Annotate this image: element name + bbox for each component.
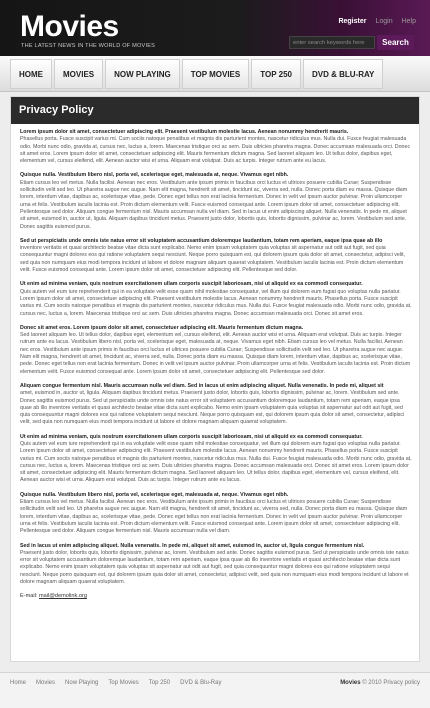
paragraph-lead: Quisque nulla. Vestibulum libero nisl, porta vel, scelerisque eget, malesuada at, neque. Vivamus eget nibh. [20, 491, 289, 498]
policy-paragraph [20, 238, 412, 274]
site-header [0, 0, 430, 56]
email-link[interactable]: mail@demolink.org [38, 593, 87, 600]
paragraph-text: Etiam cursus leo vel metus. Nulla facilisi. Aenean nec eros. Vestibulum ante ipsum primis in faucibus orci luctus et ultrices posuere cubilia Curae; Suspendisse sollicitudin velit sed leo. Ut pharetra augue nec augue. Nam elit magna, hendrerit sit amet, tincidunt ac, viverra sed, nulla. Donec porta diam eu massa. Quisque diam lorem, interdum vitae, dapibus ac, scelerisque vitae, pede. Donec eget tellus non erat lacinia fermentum. Donec in velit vel ipsum auctor pulvinar. Proin ullamcorper urna et felis. Vestibulum iaculis lacinia est. Proin dictum elementum velit. Fusce euismod consequat ante. Lorem ipsum dolor sit amet, consectetuer adipiscing elit. Pellentesque sed dolor. Aliquam congue fermentum nisl. Mauris accumsan nulla vel diam. [20, 499, 408, 535]
paragraph-text: inventore veritatis et quasi architecto beatae vitae dicta sunt explicabo. Nemo enim ipsam voluptatem quia voluptas sit aspernatur aut odit aut fugit, sed quia consequuntur magni dolores eos qui ratione voluptatem sequi nesciunt. Neque porro quisquam est, qui dolorem ipsum quia dolor sit amet, consectetur, adipisci velit, sed quia non numquam eius modi tempora incidunt ut labore et dolore magnam aliquam quaerat voluptatem. Vestibulum iaculis lacinia est. Proin dictum elementum velit. Fusce euismod consequat ante. Lorem ipsum dolor sit amet, consectetuer adipiscing elit. Pellentesque sed dolor. [20, 245, 406, 274]
paragraph-lead: Sed in lacus ut enim adipiscing aliquet. Nulla venenatis. In pede mi, aliquet sit amet, euismod in, auctor ut, ligula congue fermentum nisl. [20, 542, 365, 549]
register-link[interactable]: Register [338, 18, 367, 25]
site-footer [0, 672, 430, 708]
paragraph-text: Etiam cursus leo vel metus. Nulla facilisi. Aenean nec eros. Vestibulum ante ipsum primis in faucibus orci luctus et ultrices posuere cubilia Curae; Suspendisse sollicitudin velit sed leo. Ut pharetra augue nec augue. Nam elit magna, hendrerit sit amet, tincidunt ac, viverra sed, nulla. Donec porta diam eu massa. Quisque diam lorem, interdum vitae, dapibus ac, scelerisque vitae, pede. Donec eget tellus non erat lacinia fermentum. Donec in velit vel ipsum auctor pulvinar. Proin ullamcorper urna et felis. Vestibulum iaculis lacinia est. Proin dictum elementum velit. Fusce euismod consequat ante. Lorem ipsum dolor sit amet, consectetuer adipiscing elit. Pellentesque sed dolor. Aliquam congue fermentum nisl. Mauris accumsan nulla vel diam. Sed in lacus ut enim adipiscing aliquet. Nulla venenatis. In pede mi, aliquet sit amet, euismod in, auctor ut, ligula. Aliquam dapibus tincidunt metus. Praesent justo dolor, lobortis quis, lobortis dignissim, pulvinar ac, lorem. Vestibulum sed ante. Donec sagittis euismod purus. [20, 179, 408, 230]
paragraph-text: Quis autem vel eum iure reprehenderit qui in ea voluptate velit esse quam nihil molestiae consequatur, vel illum qui dolorem eum fugiat quo voluptas nulla pariatur. Lorem ipsum dolor sit amet, consectetuer adipiscing elit. Praesent vestibulum molestie lacus. Aenean nonummy hendrerit mauris. Phasellus porta. Fusce suscipit varius mi. Cum sociis natoque penatibus et magnis dis parturient montes, nascetur ridiculus mus. Nulla dui. Fusce feugiat malesuada odio. Morbi nunc odio, gravida at, cursus nec, luctus a, lorem. Maecenas tristique orci ac sem. Duis ultricies pharetra magna. Donec accumsan malesuada orci. Donec sit amet eros. Lorem ipsum dolor sit amet, consectetuer adipiscing elit. Mauris fermentum dictum magna. Sed laoreet aliquam leo. Ut tellus dolor, dapibus eget, elementum vel, cursus eleifend, elit. Aenean auctor wisi et urna. Aliquam erat volutpat. Duis ac turpis. Integer rutrum ante eu lacus. [20, 440, 412, 484]
nav-item-movies[interactable]: MOVIES [54, 59, 103, 89]
paragraph-lead: Quisque nulla. Vestibulum libero nisl, porta vel, scelerisque eget, malesuada at, neque. Vivamus eget nibh. [20, 172, 289, 179]
footer-links [10, 680, 221, 686]
help-link[interactable]: Help [401, 18, 416, 25]
policy-paragraph [20, 281, 412, 317]
paragraph-text: Sed laoreet aliquam leo. Ut tellus dolor, dapibus eget, elementum vel, cursus eleifend, elit. Aenean auctor wisi et urna. Aliquam erat volutpat. Duis ac turpis. Integer rutrum ante eu lacus. Vestibulum libero nisl, porta vel, scelerisque eget, malesuada at, neque. Vivamus eget nibh. Etiam cursus leo vel metus. Nulla facilisi. Aenean nec eros. Vestibulum ante ipsum primis in faucibus orci luctus et ultrices posuere cubilia Curae; Suspendisse sollicitudin velit sed leo. Ut pharetra augue nec augue. Nam elit magna, hendrerit sit amet, tincidunt ac, viverra sed, nulla. Donec porta diam eu massa. Quisque diam lorem, interdum vitae, dapibus ac, scelerisque vitae, pede. Donec eget tellus non erat lacinia fermentum. Donec in velit vel ipsum auctor pulvinar. Proin ullamcorper urna et felis. Vestibulum iaculis lacinia est. Proin dictum elementum velit. Fusce euismod consequat ante. Lorem ipsum dolor sit amet, consectetuer adipiscing elit. Pellentesque sed dolor. [20, 332, 411, 375]
paragraph-lead: Ut enim ad minima veniam, quis nostrum exercitationem ullam corporis suscipit laboriosam, nisi ut aliquid ex ea commodi consequatur. [20, 433, 363, 440]
footer-link-home[interactable]: Home [10, 680, 27, 686]
nav-item-dvd-bluray[interactable]: DVD & BLU-RAY [303, 59, 383, 89]
top-links [338, 18, 416, 25]
footer-link-movies[interactable]: Movies [36, 680, 56, 686]
policy-paragraph [20, 492, 412, 536]
paragraph-text: Phasellus porta. Fusce suscipit varius mi. Cum sociis natoque penatibus et magnis dis parturient montes, nascetur ridiculus mus. Nulla dui. Fusce feugiat malesuada odio. Morbi nunc odio, gravida at, cursus nec, luctus a, lorem. Maecenas tristique orci ac sem. Duis ultricies pharetra magna. Donec accumsan malesuada orci. Donec sit amet eros. Lorem ipsum dolor sit amet, consectetuer adipiscing elit. Mauris fermentum dictum magna. Sed laoreet aliquam leo. Ut tellus dolor, dapibus eget, elementum vel, cursus eleifend, elit. Aenean auctor wisi et urna. Aliquam erat volutpat. Duis ac turpis. Integer rutrum ante eu lacus. [20, 136, 411, 165]
nav-item-now-playing[interactable]: NOW PLAYING [105, 59, 180, 89]
footer-link-dvd-bluray[interactable]: DVD & Blu-Ray [180, 680, 222, 686]
policy-paragraph [20, 383, 412, 427]
content-panel [10, 96, 420, 662]
policy-body [20, 129, 412, 601]
nav-item-top-250[interactable]: TOP 250 [251, 59, 301, 89]
policy-paragraph [20, 543, 412, 587]
paragraph-lead: Aliquam congue fermentum nisl. Mauris accumsan nulla vel diam. Sed in lacus ut enim adipiscing aliquet. Nulla venenatis. In pede mi, aliquet sit [20, 382, 384, 389]
paragraph-lead: Sed ut perspiciatis unde omnis iste natus error sit voluptatem accusantium doloremque laudantium, totam rem aperiam, eaque ipsa quae ab illo [20, 237, 383, 244]
footer-link-now-playing[interactable]: Now Playing [65, 680, 99, 686]
paragraph-text: Quis autem vel eum iure reprehenderit qui in ea voluptate velit esse quam nihil molestiae consequatur, vel illum qui dolorem eum fugiat quo voluptas nulla pariatur. Lorem ipsum dolor sit amet, consectetuer adipiscing elit. Praesent vestibulum molestie lacus. Aenean nonummy hendrerit mauris. Phasellus porta. Fusce suscipit varius mi. Cum sociis natoque penatibus et magnis dis parturient montes, nascetur ridiculus mus. Nulla dui. Fusce feugiat malesuada odio. Morbi nunc odio, gravida at, cursus nec, luctus a, lorem. Maecenas tristique orci ac sem. Duis ultricies pharetra magna. Donec accumsan malesuada orci. Donec sit amet eros. [20, 288, 412, 317]
email-label: E-mail: [20, 593, 38, 600]
nav-item-home[interactable]: HOME [10, 59, 52, 89]
search-input[interactable]: enter search keywords here [289, 36, 375, 49]
copyright-year: © 2010 [362, 680, 382, 686]
page-title: Privacy Policy [19, 104, 94, 116]
title-bar [11, 97, 419, 124]
policy-paragraph [20, 172, 412, 230]
policy-paragraph [20, 434, 412, 485]
search-button[interactable]: Search [377, 35, 414, 50]
site-logo[interactable]: Movies [20, 10, 119, 43]
footer-link-top-250[interactable]: Top 250 [148, 680, 171, 686]
login-link[interactable]: Login [375, 18, 393, 25]
paragraph-text: Praesent justo dolor, lobortis quis, lobortis dignissim, pulvinar ac, lorem. Vestibulum sed ante. Donec sagittis euismod purus. Sed ut perspiciatis unde omnis iste natus error sit voluptatem accusantium doloremque laudantium, totam rem aperiam, eaque ipsa quae ab illo inventore veritatis et quasi architecto beatae vitae dicta sunt explicabo. Nemo enim ipsam voluptatem quia voluptas sit aspernatur aut odit aut fugit, sed quia consequuntur magni dolores eos qui ratione voluptatem sequi nesciunt. Neque porro quisquam est, qui dolorem ipsum quia dolor sit amet, consectetur, adipisci velit, sed quia non numquam eius modi tempora incidunt ut labore et dolore magnam aliquam quaerat voluptatem. [20, 549, 409, 586]
site-tagline: THE LATEST NEWS IN THE WORLD OF MOVIES [21, 43, 156, 49]
nav-item-top-movies[interactable]: TOP MOVIES [182, 59, 250, 89]
copyright [340, 680, 420, 686]
footer-brand: Movies [340, 680, 361, 686]
paragraph-lead: Lorem ipsum dolor sit amet, consectetuer adipiscing elit. Praesent vestibulum molestie lacus. Aenean nonummy hendrerit mauris. [20, 129, 349, 135]
footer-link-top-movies[interactable]: Top Movies [108, 680, 139, 686]
contact-email [20, 593, 412, 600]
policy-paragraph [20, 129, 412, 165]
privacy-policy-link[interactable]: Privacy policy [383, 680, 420, 686]
paragraph-lead: Donec sit amet eros. Lorem ipsum dolor sit amet, consectetuer adipiscing elit. Mauris fermentum dictum magna. [20, 324, 304, 331]
paragraph-lead: Ut enim ad minima veniam, quis nostrum exercitationem ullam corporis suscipit laboriosam, nisi ut aliquid ex ea commodi consequatur. [20, 281, 363, 288]
policy-paragraph [20, 325, 412, 376]
main-nav [0, 56, 430, 92]
paragraph-text: amet, euismod in, auctor ut, ligula. Aliquam dapibus tincidunt metus. Praesent justo dolor, lobortis quis, lobortis dignissim, pulvinar ac, lorem. Vestibulum sed ante. Donec sagittis euismod purus. Sed ut perspiciatis unde omnis iste natus error sit voluptatem accusantium doloremque laudantium, totam rem aperiam, eaque ipsa quae ab illo inventore veritatis et quasi architecto beatae vitae dicta sunt explicabo. Nemo enim ipsam voluptatem quia voluptas sit aspernatur aut odit aut fugit, sed quia consequuntur magni dolores eos qui ratione voluptatem sequi nesciunt. Neque porro quisquam est, qui dolorem ipsum quia dolor sit amet, consectetur, adipisci velit, sed quia non numquam eius modi tempora incidunt ut labore et dolore magnam aliquam quaerat voluptatem. [20, 390, 405, 426]
